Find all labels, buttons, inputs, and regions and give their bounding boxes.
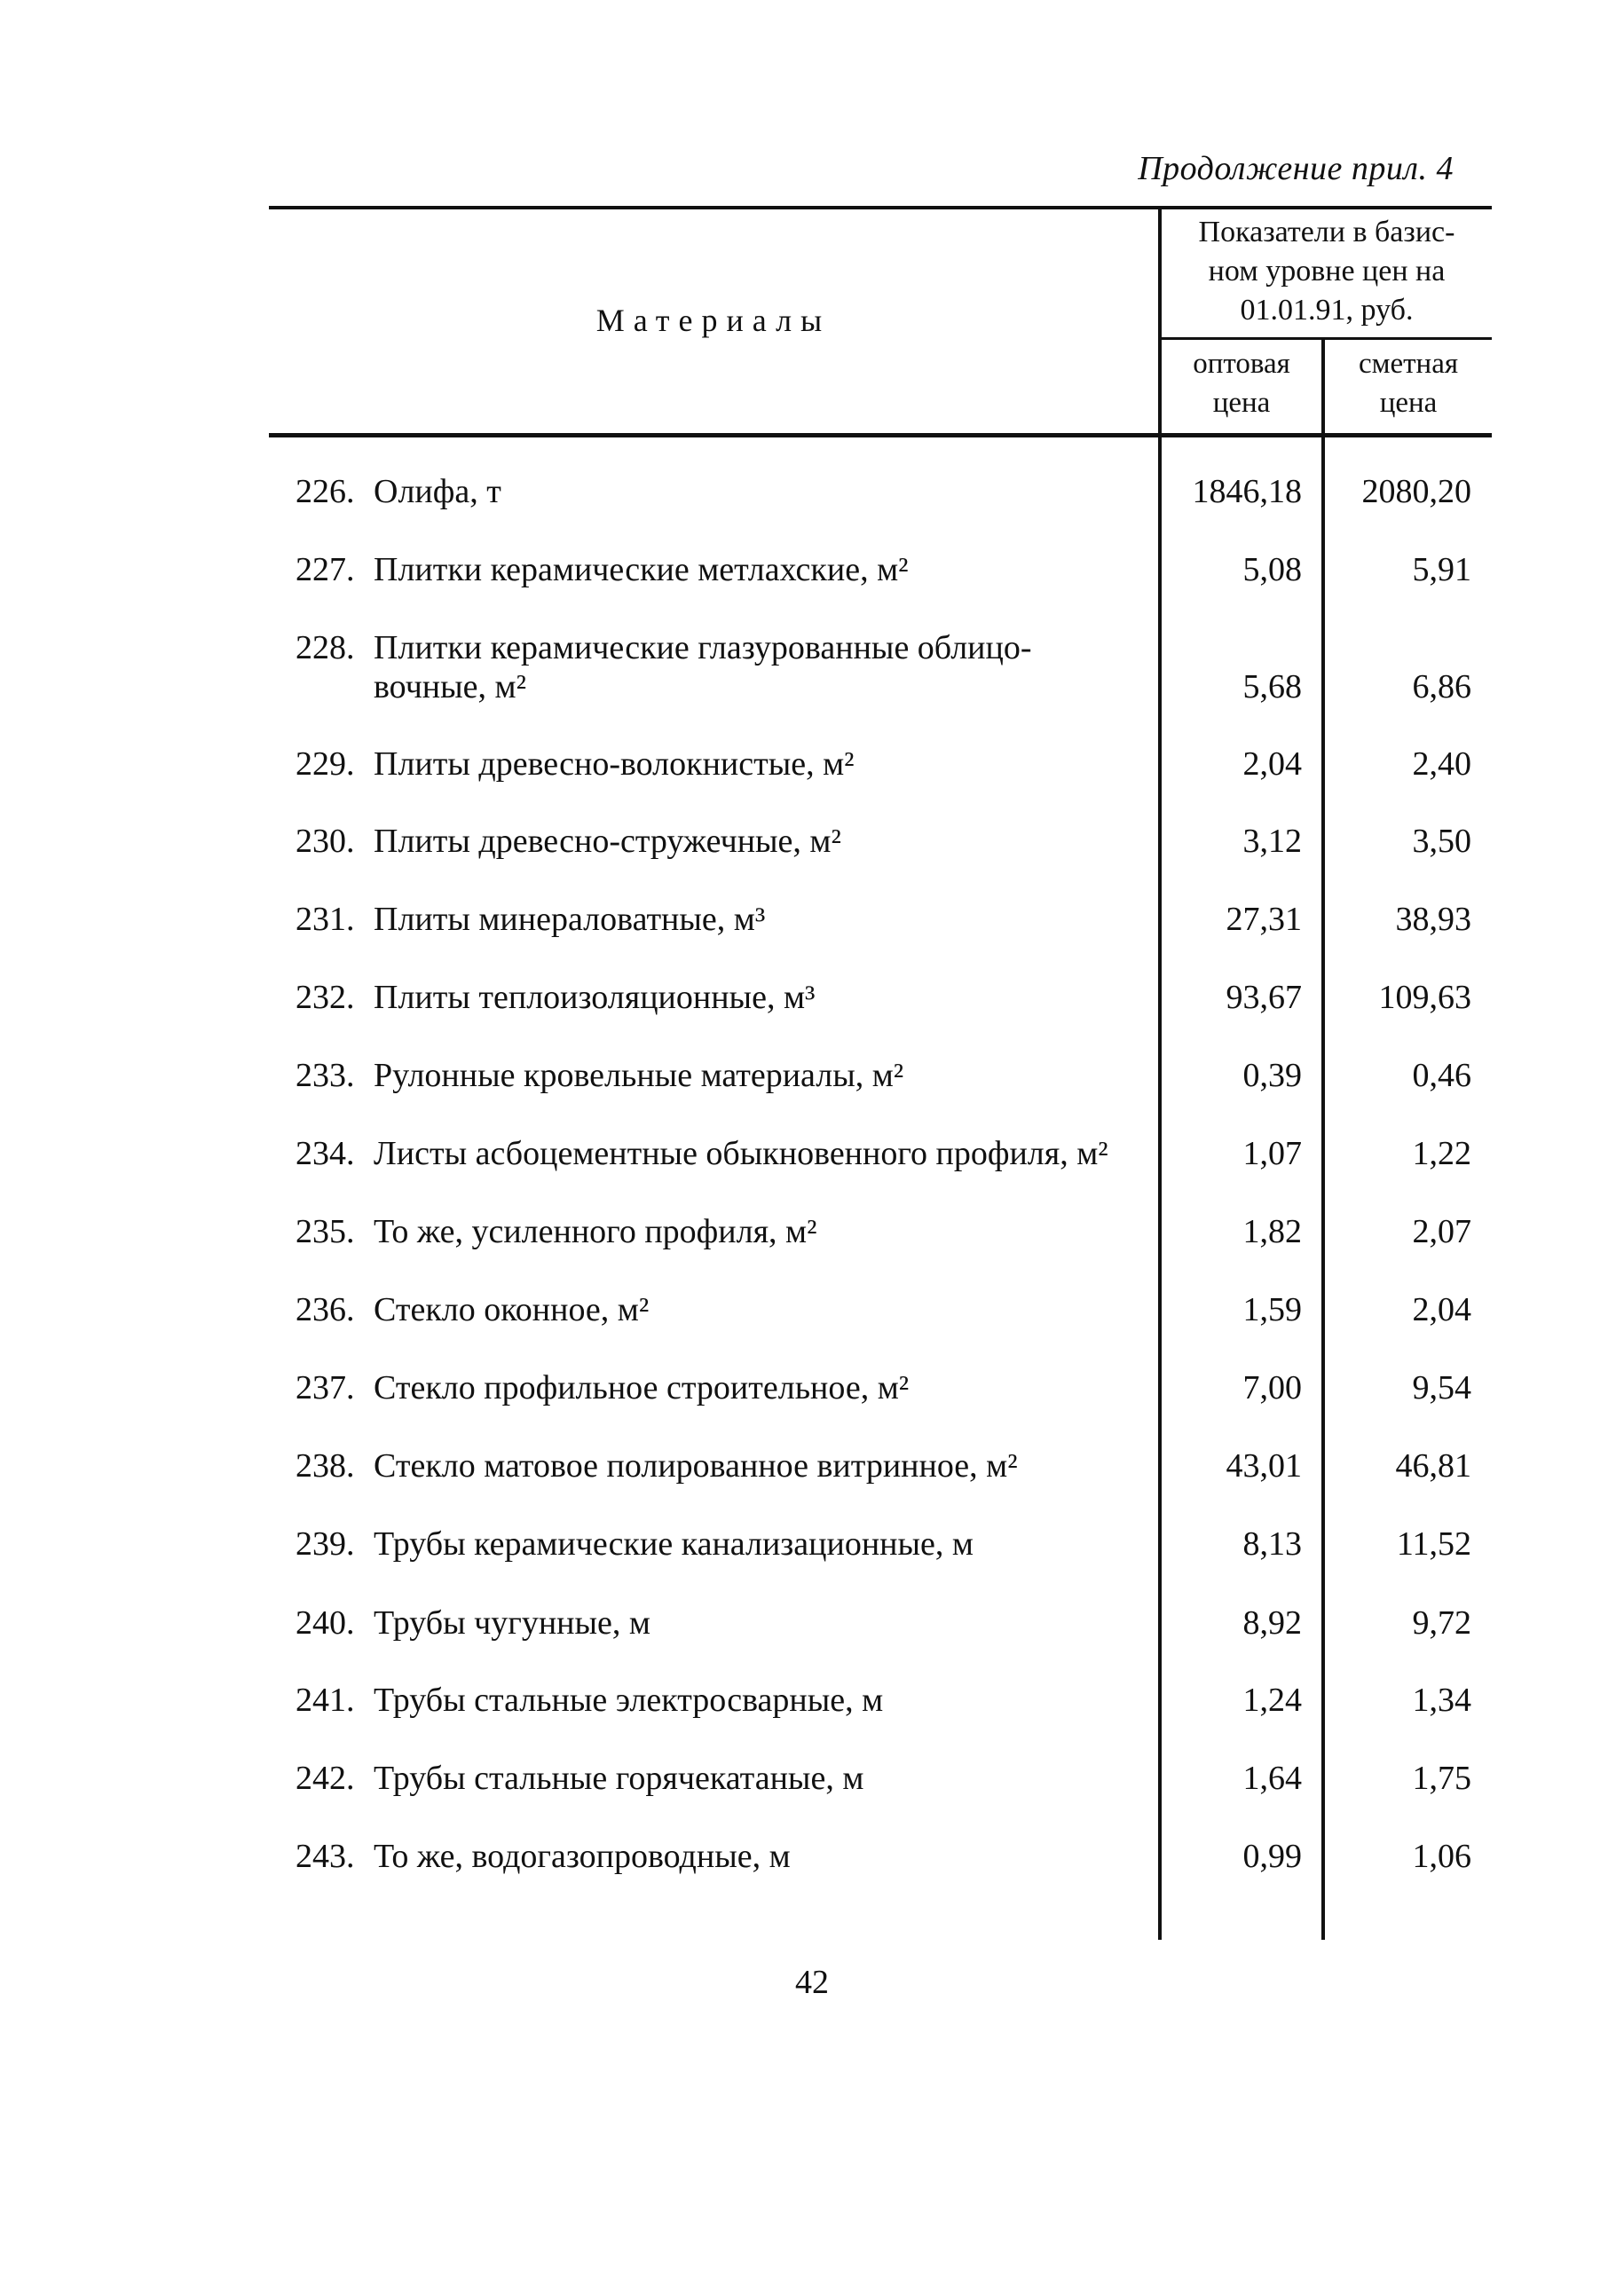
header-materials: Материалы — [595, 303, 832, 338]
row-number: 231. — [296, 901, 355, 938]
wholesale-price-cell: 1,24 — [1242, 1682, 1302, 1719]
material-name — [374, 1759, 1158, 1798]
row-number: 226. — [296, 473, 355, 510]
material-name — [374, 1368, 1158, 1407]
wholesale-price-cell: 1846,18 — [1192, 473, 1302, 510]
wholesale-price-cell: 5,08 — [1242, 551, 1302, 588]
material-name — [374, 628, 1158, 706]
wholesale-price-cell: 43,01 — [1226, 1447, 1302, 1485]
material-name-line: Плиты минераловатные, м³ — [374, 901, 766, 938]
header-indicators-line3: 01.01.91, руб. — [1240, 294, 1414, 327]
row-number: 239. — [296, 1525, 355, 1563]
estimate-price-cell: 46,81 — [1395, 1447, 1471, 1485]
wholesale-price-cell: 27,31 — [1226, 901, 1302, 938]
header-wholesale-line1: оптовая — [1193, 348, 1290, 380]
row-number: 242. — [296, 1760, 355, 1797]
material-name-line: Плитки керамические метлахские, м² — [374, 551, 909, 588]
wholesale-price-cell: 8,13 — [1242, 1525, 1302, 1563]
row-number: 241. — [296, 1682, 355, 1719]
material-name-line: вочные, м² — [374, 668, 526, 705]
estimate-price-cell: 38,93 — [1395, 901, 1471, 938]
row-number: 237. — [296, 1369, 355, 1406]
estimate-price-cell: 9,72 — [1412, 1604, 1471, 1642]
estimate-price-cell: 5,91 — [1412, 551, 1471, 588]
row-number: 234. — [296, 1135, 355, 1172]
estimate-price-cell: 11,52 — [1396, 1525, 1471, 1563]
material-name — [374, 1446, 1158, 1485]
material-name-line: Трубы стальные горячекатаные, м — [374, 1760, 864, 1797]
material-name — [374, 1134, 1158, 1173]
material-name — [374, 1290, 1158, 1329]
wholesale-price-cell: 2,04 — [1242, 745, 1302, 783]
wholesale-price-cell: 93,67 — [1226, 979, 1302, 1016]
row-number: 227. — [296, 551, 355, 588]
material-name-line: Олифа, т — [374, 473, 501, 510]
material-name-line: Стекло матовое полированное витринное, м² — [374, 1447, 1018, 1485]
material-name — [374, 472, 1158, 511]
wholesale-price-cell: 3,12 — [1242, 823, 1302, 860]
wholesale-price-cell: 1,59 — [1242, 1291, 1302, 1328]
material-name — [374, 978, 1158, 1017]
material-name-line: Стекло оконное, м² — [374, 1291, 650, 1328]
row-number: 240. — [296, 1604, 355, 1642]
estimate-price-cell: 6,86 — [1412, 668, 1471, 705]
table-top-rule — [269, 206, 1492, 209]
material-name — [374, 1212, 1158, 1251]
material-name-line: То же, водогазопроводные, м — [374, 1838, 791, 1875]
continuation-note: Продолжение прил. 4 — [1138, 150, 1454, 187]
wholesale-price-cell: 1,64 — [1242, 1760, 1302, 1797]
header-estimate-line1: сметная — [1358, 348, 1459, 380]
material-name — [374, 1056, 1158, 1095]
material-name-line: Плиты древесно-волокнистые, м² — [374, 745, 855, 783]
page-number: 42 — [795, 1964, 829, 2001]
wholesale-price-cell: 1,07 — [1242, 1135, 1302, 1172]
row-number: 238. — [296, 1447, 355, 1485]
material-name-line: Рулонные кровельные материалы, м² — [374, 1057, 904, 1094]
material-name — [374, 1681, 1158, 1720]
material-name-line: Плиты теплоизоляционные, м³ — [374, 979, 816, 1016]
header-indicators-line2: ном уровне цен на — [1208, 255, 1446, 288]
header-wholesale-price — [1162, 344, 1321, 422]
material-name-line: Листы асбоцементные обыкновенного профиля, м² — [374, 1135, 1108, 1172]
header-estimate-price — [1325, 344, 1492, 422]
material-name-line: Трубы стальные электросварные, м — [374, 1682, 884, 1719]
material-name — [374, 1524, 1158, 1564]
material-name — [374, 822, 1158, 861]
estimate-price-cell: 2,04 — [1412, 1291, 1471, 1328]
wholesale-price-cell: 0,99 — [1242, 1838, 1302, 1875]
row-number: 232. — [296, 979, 355, 1016]
material-name — [374, 1603, 1158, 1643]
estimate-price-cell: 1,06 — [1412, 1838, 1471, 1875]
row-number: 235. — [296, 1213, 355, 1250]
estimate-price-cell: 1,22 — [1412, 1135, 1471, 1172]
subheader-rule — [1160, 337, 1492, 340]
material-name-line: То же, усиленного профиля, м² — [374, 1213, 817, 1250]
header-bottom-rule — [269, 433, 1492, 437]
row-number: 230. — [296, 823, 355, 860]
header-estimate-line2: цена — [1379, 387, 1438, 419]
wholesale-price-cell: 0,39 — [1242, 1057, 1302, 1094]
material-name — [374, 745, 1158, 784]
estimate-price-cell: 1,34 — [1412, 1682, 1471, 1719]
row-number: 243. — [296, 1838, 355, 1875]
estimate-price-cell: 109,63 — [1378, 979, 1471, 1016]
material-name — [374, 900, 1158, 939]
row-number: 236. — [296, 1291, 355, 1328]
estimate-price-cell: 0,46 — [1412, 1057, 1471, 1094]
estimate-price-cell: 1,75 — [1412, 1760, 1471, 1797]
material-name-line: Плиты древесно-стружечные, м² — [374, 823, 841, 860]
material-name — [374, 550, 1158, 589]
wholesale-price-cell: 8,92 — [1242, 1604, 1302, 1642]
header-indicators — [1162, 213, 1492, 330]
wholesale-price-cell: 5,68 — [1242, 668, 1302, 705]
wholesale-price-cell: 7,00 — [1242, 1369, 1302, 1406]
material-name-line: Плитки керамические глазурованные облицо- — [374, 629, 1032, 666]
material-name-line: Стекло профильное строительное, м² — [374, 1369, 910, 1406]
material-name-line: Трубы керамические канализационные, м — [374, 1525, 974, 1563]
material-name — [374, 1837, 1158, 1876]
row-number: 233. — [296, 1057, 355, 1094]
row-number: 228. — [296, 629, 355, 666]
header-indicators-line1: Показатели в базис- — [1198, 216, 1455, 248]
row-number: 229. — [296, 745, 355, 783]
estimate-price-cell: 2080,20 — [1361, 473, 1471, 510]
estimate-price-cell: 2,07 — [1412, 1213, 1471, 1250]
material-name-line: Трубы чугунные, м — [374, 1604, 650, 1642]
header-wholesale-line2: цена — [1212, 387, 1271, 419]
wholesale-price-cell: 1,82 — [1242, 1213, 1302, 1250]
estimate-price-cell: 2,40 — [1412, 745, 1471, 783]
estimate-price-cell: 3,50 — [1412, 823, 1471, 860]
estimate-price-cell: 9,54 — [1412, 1369, 1471, 1406]
